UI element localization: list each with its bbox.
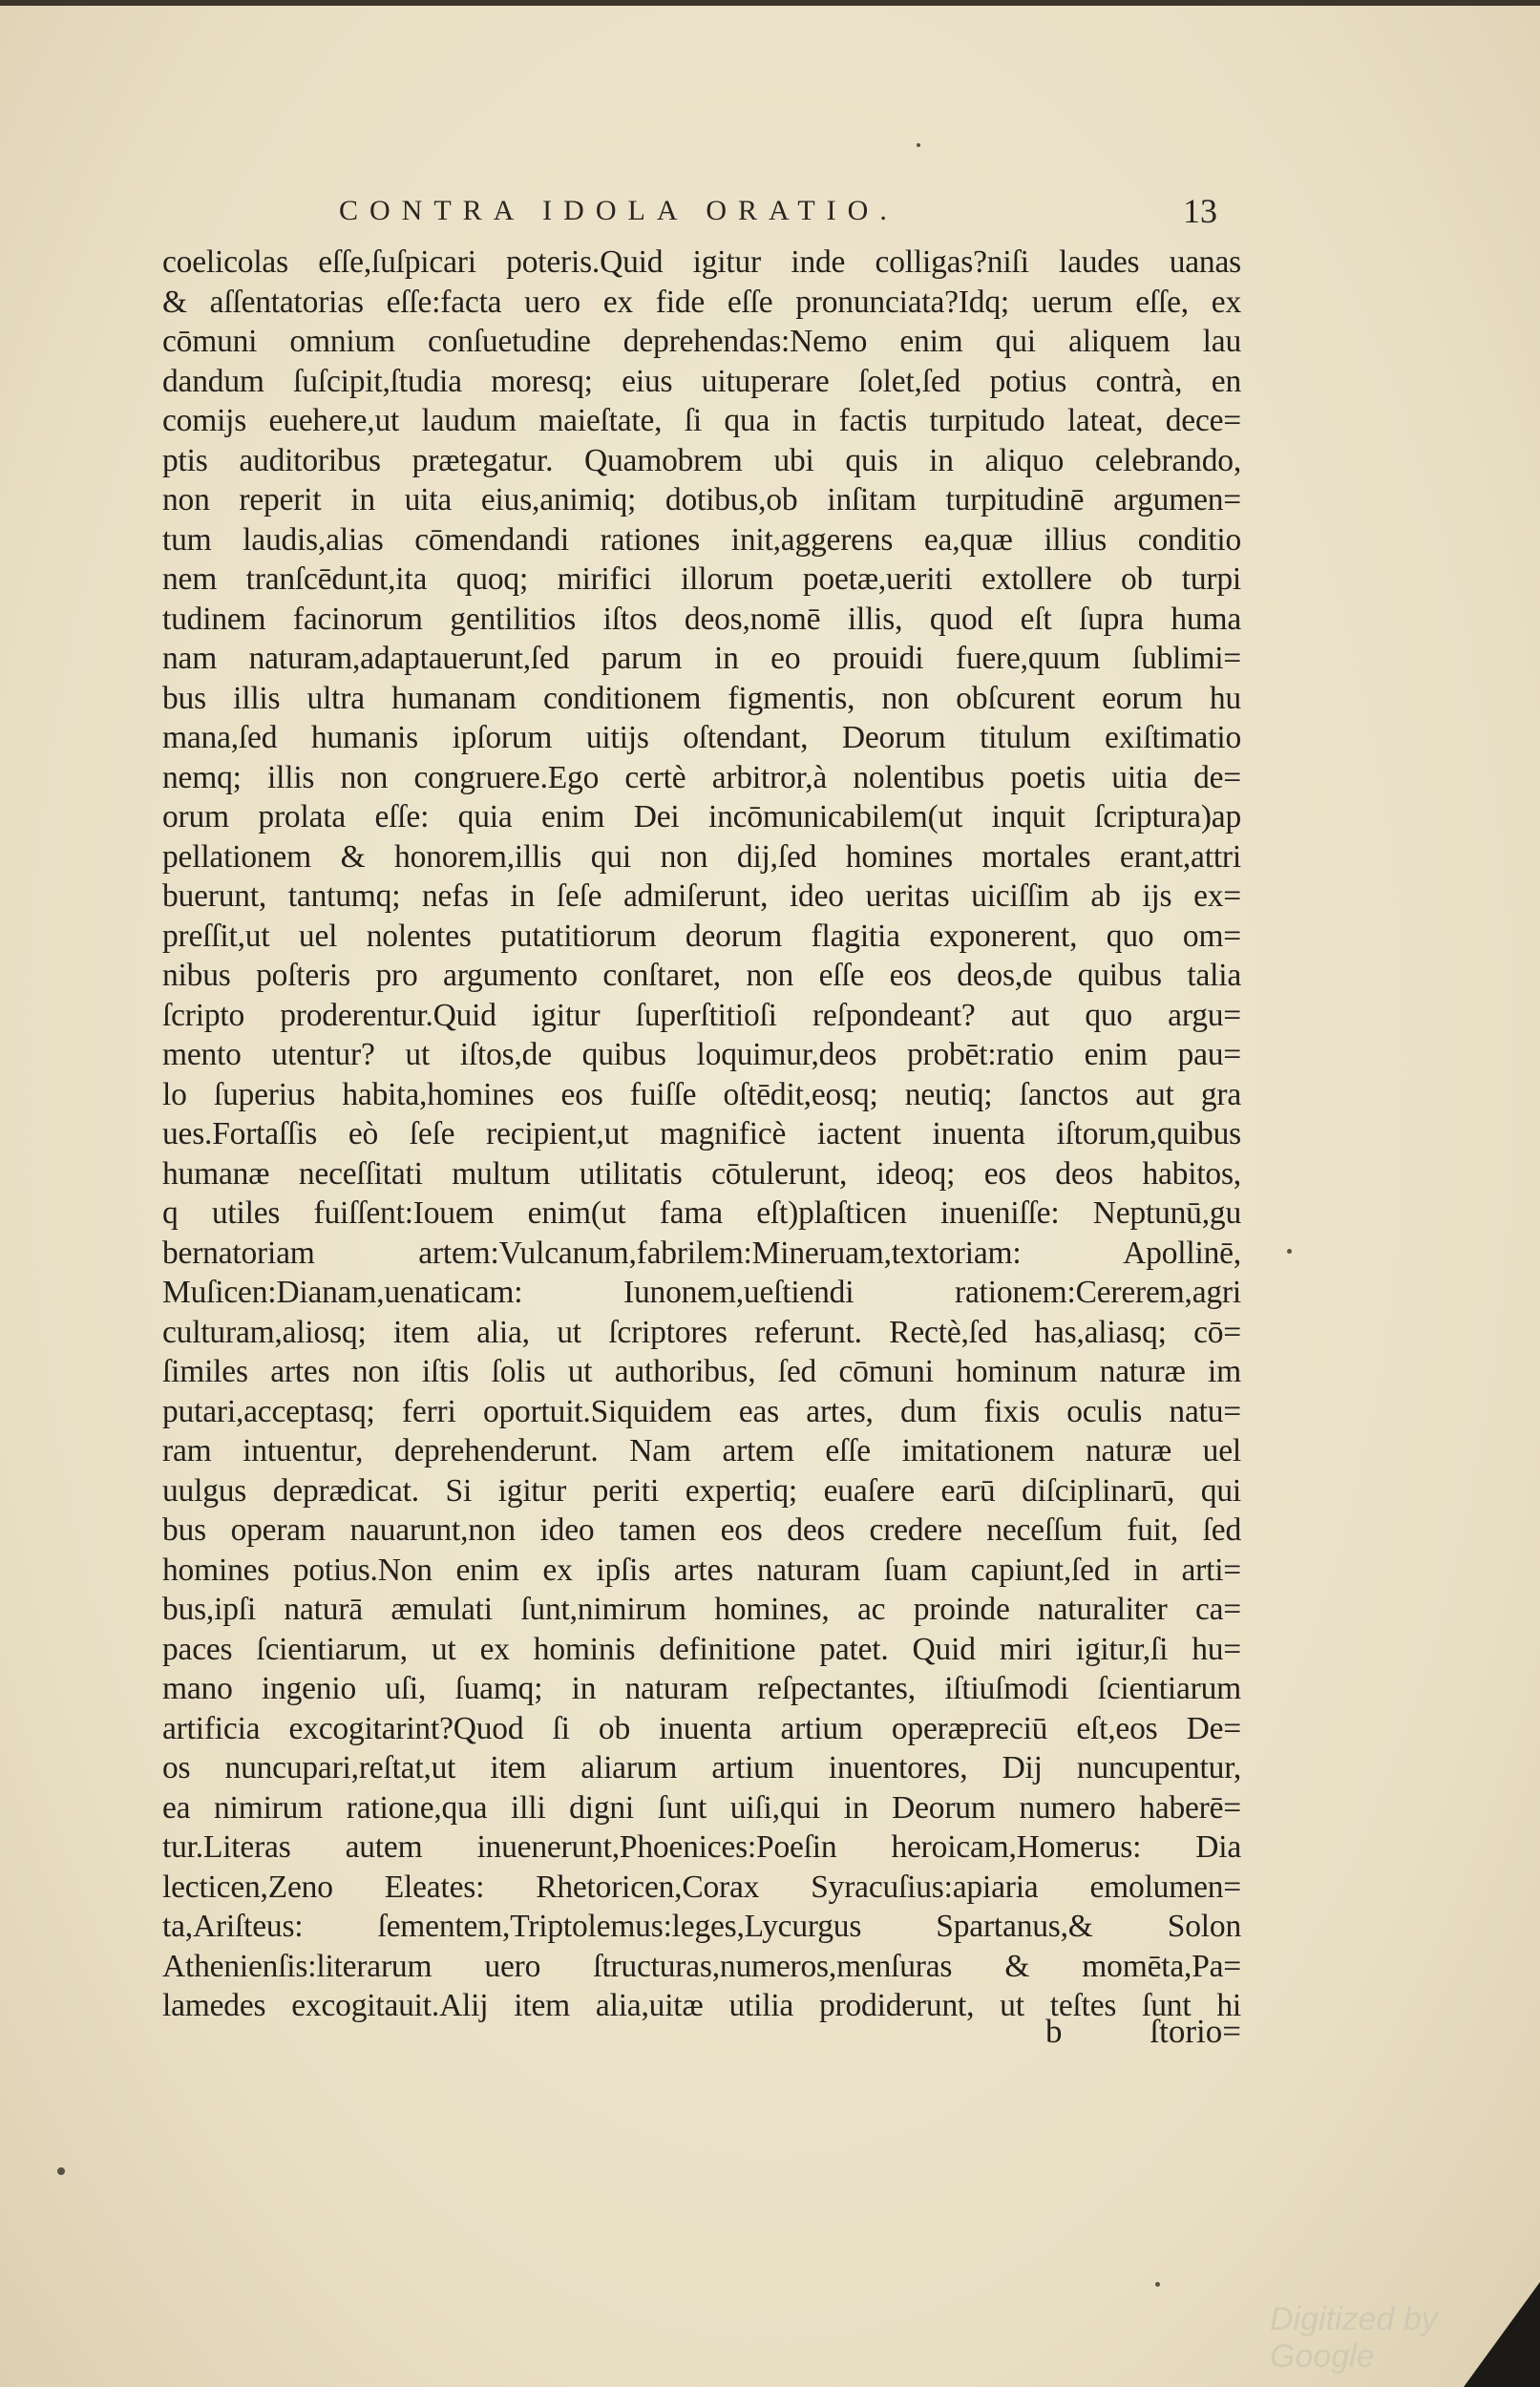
page-footer bbox=[1045, 2013, 1241, 2055]
page-header bbox=[339, 191, 1217, 229]
text-line: artificia excogitarint?Quod ſi ob inuenta artium operæpreciū eſt,eos De= bbox=[162, 1710, 1241, 1746]
text-line: tur.Literas autem inuenerunt,Phoenices:Poeſin heroicam,Homerus: Dia bbox=[162, 1829, 1241, 1865]
text-line: Muſicen:Dianam,uenaticam: Iunonem,ueſtiendi rationem:Cererem,agri bbox=[162, 1275, 1241, 1310]
text-line: bus,ipſi naturā æmulati ſunt,nimirum homines, ac proinde naturaliter ca= bbox=[162, 1592, 1241, 1627]
text-line: coelicolas eſſe,ſuſpicari poteris.Quid igitur inde colligas?niſi laudes uanas bbox=[162, 244, 1241, 280]
text-line: os nuncupari,reſtat,ut item aliarum artium inuentores, Dij nuncupentur, bbox=[162, 1750, 1241, 1785]
text-line: paces ſcientiarum, ut ex hominis definitione patet. Quid miri igitur,ſi hu= bbox=[162, 1631, 1241, 1667]
text-line: bus operam nauarunt,non ideo tamen eos deos credere neceſſum fuit, ſed bbox=[162, 1512, 1241, 1548]
text-line: nemq; illis non congruere.Ego certè arbitror,à nolentibus poetis uitia de= bbox=[162, 759, 1241, 795]
page-number: 13 bbox=[1183, 192, 1217, 230]
text-line: ſcripto proderentur.Quid igitur ſuperſtitioſi reſpondeant? aut quo argu= bbox=[162, 997, 1241, 1033]
text-line: bernatoriam artem:Vulcanum,fabrilem:Mineruam,textoriam: Apollinē, bbox=[162, 1235, 1241, 1271]
text-line: lo ſuperius habita,homines eos fuiſſe oſtēdit,eosq; neutiq; ſanctos aut gra bbox=[162, 1076, 1241, 1112]
text-line: ram intuentur, deprehenderunt. Nam artem eſſe imitationem naturæ uel bbox=[162, 1433, 1241, 1468]
digitization-watermark: Digitized by Google bbox=[1270, 2301, 1438, 2375]
text-line: non reperit in uita eius,animiq; dotibus,ob inſitam turpitudinē argumen= bbox=[162, 482, 1241, 518]
ink-speck bbox=[917, 143, 920, 147]
text-line: lecticen,Zeno Eleates: Rhetoricen,Corax Syracuſius:apiaria emolumen= bbox=[162, 1869, 1241, 1905]
text-line: bus illis ultra humanam conditionem figmentis, non obſcurent eorum hu bbox=[162, 680, 1241, 716]
text-line: preſſit,ut uel nolentes putatitiorum deorum flagitia exponerent, quo om= bbox=[162, 918, 1241, 954]
text-line: uulgus deprædicat. Si igitur periti expertiq; euaſere earū diſciplinarū, qui bbox=[162, 1472, 1241, 1509]
text-line: humanæ neceſſitati multum utilitatis cōtulerunt, ideoq; eos deos habitos, bbox=[162, 1155, 1241, 1192]
text-line: cōmuni omnium conſuetudine deprehendas:Nemo enim qui aliquem lau bbox=[162, 324, 1241, 359]
text-line: buerunt, tantumq; nefas in ſeſe admiſerunt, ideo ueritas uiciſſim ab ijs ex= bbox=[162, 878, 1241, 914]
body-text bbox=[162, 243, 1241, 2026]
text-line: homines potius.Non enim ex ipſis artes naturam ſuam capiunt,ſed in arti= bbox=[162, 1552, 1241, 1588]
text-line: culturam,aliosq; item alia, ut ſcriptores referunt. Rectè,ſed has,aliasq; cō= bbox=[162, 1314, 1241, 1350]
text-line: ea nimirum ratione,qua illi digni ſunt uiſi,qui in Deorum numero haberē= bbox=[162, 1789, 1241, 1826]
text-line: orum prolata eſſe: quia enim Dei incōmunicabilem(ut inquit ſcriptura)ap bbox=[162, 799, 1241, 834]
text-line: mana,ſed humanis ipſorum uitijs oſtendant, Deorum titulum exiſtimatio bbox=[162, 720, 1241, 755]
page-corner-shadow bbox=[1464, 2282, 1540, 2387]
running-title: CONTRA IDOLA ORATIO. bbox=[339, 195, 898, 226]
text-line: nam naturam,adaptauerunt,ſed parum in eo prouidi fuere,quum ſublimi= bbox=[162, 641, 1241, 676]
catchword: ſtorio= bbox=[1150, 2013, 1241, 2050]
signature-mark: b bbox=[1045, 2013, 1063, 2050]
text-line: tudinem facinorum gentilitios iſtos deos,nomē illis, quod eſt ſupra huma bbox=[162, 601, 1241, 637]
text-line: & aſſentatorias eſſe:facta uero ex fide eſſe pronunciata?Idq; uerum eſſe, ex bbox=[162, 284, 1241, 320]
page-top-edge bbox=[0, 0, 1540, 6]
text-line: dandum ſuſcipit,ſtudia moresq; eius uituperare ſolet,ſed potius contrà, en bbox=[162, 363, 1241, 399]
text-line: ta,Ariſteus: ſementem,Triptolemus:leges,Lycurgus Spartanus,& Solon bbox=[162, 1909, 1241, 1944]
text-line: ues.Fortaſſis eò ſeſe recipient,ut magnificè iactent inuenta iſtorum,quibus bbox=[162, 1116, 1241, 1151]
text-line: mano ingenio uſi, ſuamq; in naturam reſpectantes, iſtiuſmodi ſcientiarum bbox=[162, 1671, 1241, 1706]
ink-speck bbox=[1287, 1249, 1292, 1254]
text-line: q utiles fuiſſent:Iouem enim(ut fama eſt)plaſticen inueniſſe: Neptunū,gu bbox=[162, 1195, 1241, 1231]
text-line: comijs euehere,ut laudum maieſtate, ſi qua in factis turpitudo lateat, dece= bbox=[162, 403, 1241, 438]
text-line: nem tranſcēdunt,ita quoq; mirifici illorum poetæ,ueriti extollere ob turpi bbox=[162, 561, 1241, 597]
text-line: putari,acceptasq; ferri oportuit.Siquidem eas artes, dum fixis oculis natu= bbox=[162, 1393, 1241, 1429]
text-line: tum laudis,alias cōmendandi rationes init,aggerens ea,quæ illius conditio bbox=[162, 521, 1241, 558]
text-line: ſimiles artes non iſtis ſolis ut authoribus, ſed cōmuni hominum naturæ im bbox=[162, 1354, 1241, 1389]
text-line: Athenienſis:literarum uero ſtructuras,numeros,menſuras & momēta,Pa= bbox=[162, 1948, 1241, 1984]
text-line: pellationem & honorem,illis qui non dij,ſed homines mortales erant,attri bbox=[162, 838, 1241, 875]
text-line: lamedes excogitauit.Alij item alia,uitæ utilia prodiderunt, ut teſtes ſunt hi bbox=[162, 1988, 1241, 2023]
text-line: nibus poſteris pro argumento conſtaret, non eſſe eos deos,de quibus talia bbox=[162, 958, 1241, 993]
ink-speck bbox=[57, 2167, 65, 2175]
text-line: ptis auditoribus prætegatur. Quamobrem ubi quis in aliquo celebrando, bbox=[162, 442, 1241, 478]
text-line: mento utentur? ut iſtos,de quibus loquimur,deos probēt:ratio enim pau= bbox=[162, 1037, 1241, 1072]
ink-speck bbox=[1155, 2282, 1160, 2287]
